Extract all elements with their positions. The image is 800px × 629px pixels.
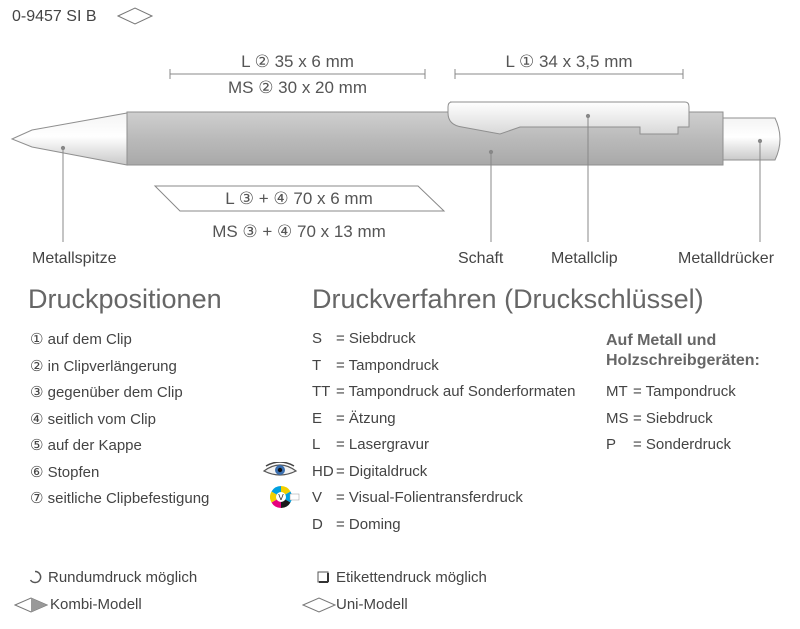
process-label: = Siebdruck bbox=[336, 330, 416, 347]
positions-heading: Druckpositionen bbox=[28, 284, 222, 314]
process-label: = Tampondruck auf Sonderformaten bbox=[336, 383, 576, 400]
dimension-l34: L ③ + ④ 70 x 6 mm bbox=[225, 189, 373, 208]
position-item: ① auf dem Clip bbox=[30, 331, 132, 348]
label-metallclip: Metallclip bbox=[551, 250, 618, 267]
position-item: ③ gegenüber dem Clip bbox=[30, 384, 183, 401]
process-code: D bbox=[312, 516, 323, 533]
combi-model-icon bbox=[14, 596, 48, 614]
uni-model-diamond-icon bbox=[118, 8, 152, 24]
position-item: ⑥ Stopfen bbox=[30, 464, 100, 481]
position-item: ⑤ auf der Kappe bbox=[30, 437, 142, 454]
metal-label: = Tampondruck bbox=[633, 383, 736, 400]
process-code: TT bbox=[312, 383, 331, 400]
product-code: 0-9457 SI B bbox=[12, 8, 97, 25]
round-print-icon bbox=[28, 570, 42, 584]
label-metalldruecker: Metalldrücker bbox=[678, 250, 775, 267]
process-label: = Lasergravur bbox=[336, 436, 429, 453]
process-code: HD bbox=[312, 463, 334, 480]
metal-heading-line1: Auf Metall und bbox=[606, 332, 717, 349]
label-schaft: Schaft bbox=[458, 250, 504, 267]
uni-model-icon bbox=[302, 596, 336, 614]
label-metallspitze: Metallspitze bbox=[32, 250, 117, 267]
metal-code: P bbox=[606, 436, 617, 453]
pen-tip bbox=[12, 113, 127, 165]
color-wheel-icon bbox=[270, 485, 300, 509]
metal-code: MS bbox=[606, 410, 629, 427]
process-label: = Visual-Folientransferdruck bbox=[336, 489, 523, 506]
process-code: L bbox=[312, 436, 321, 453]
processes-heading: Druckverfahren (Druckschlüssel) bbox=[312, 284, 704, 314]
process-label: = Digitaldruck bbox=[336, 463, 428, 480]
metal-label: = Siebdruck bbox=[633, 410, 713, 427]
dimension-ms34: MS ③ + ④ 70 x 13 mm bbox=[212, 222, 386, 241]
legend-round-print: Rundumdruck möglich bbox=[48, 569, 198, 586]
leader-tip bbox=[61, 146, 64, 242]
legend-uni-model: Uni-Modell bbox=[336, 596, 408, 613]
process-code: S bbox=[312, 330, 323, 347]
dimension-l2: L ② 35 x 6 mm bbox=[241, 52, 354, 71]
process-code: E bbox=[312, 410, 323, 427]
pen bbox=[12, 102, 780, 165]
label-print-icon bbox=[316, 570, 330, 584]
position-item: ② in Clipverlängerung bbox=[30, 358, 177, 375]
pen-plunger bbox=[723, 118, 780, 160]
dimension-ms2: MS ② 30 x 20 mm bbox=[228, 78, 367, 97]
process-code: T bbox=[312, 357, 322, 374]
process-label: = Ätzung bbox=[336, 410, 396, 427]
legend-combi-model: Kombi-Modell bbox=[50, 596, 142, 613]
process-label: = Tampondruck bbox=[336, 357, 439, 374]
metal-heading-line2: Holzschreibgeräten: bbox=[606, 352, 760, 369]
dimension-l1: L ① 34 x 3,5 mm bbox=[505, 52, 633, 71]
position-item: ⑦ seitliche Clipbefestigung bbox=[30, 490, 210, 507]
metal-code: MT bbox=[606, 383, 628, 400]
eye-icon bbox=[262, 462, 298, 480]
legend-label-print: Etikettendruck möglich bbox=[336, 569, 487, 586]
svg-text:V: V bbox=[278, 493, 284, 502]
process-code: V bbox=[312, 489, 323, 506]
metal-label: = Sonderdruck bbox=[633, 436, 731, 453]
process-label: = Doming bbox=[336, 516, 401, 533]
position-item: ④ seitlich vom Clip bbox=[30, 411, 156, 428]
